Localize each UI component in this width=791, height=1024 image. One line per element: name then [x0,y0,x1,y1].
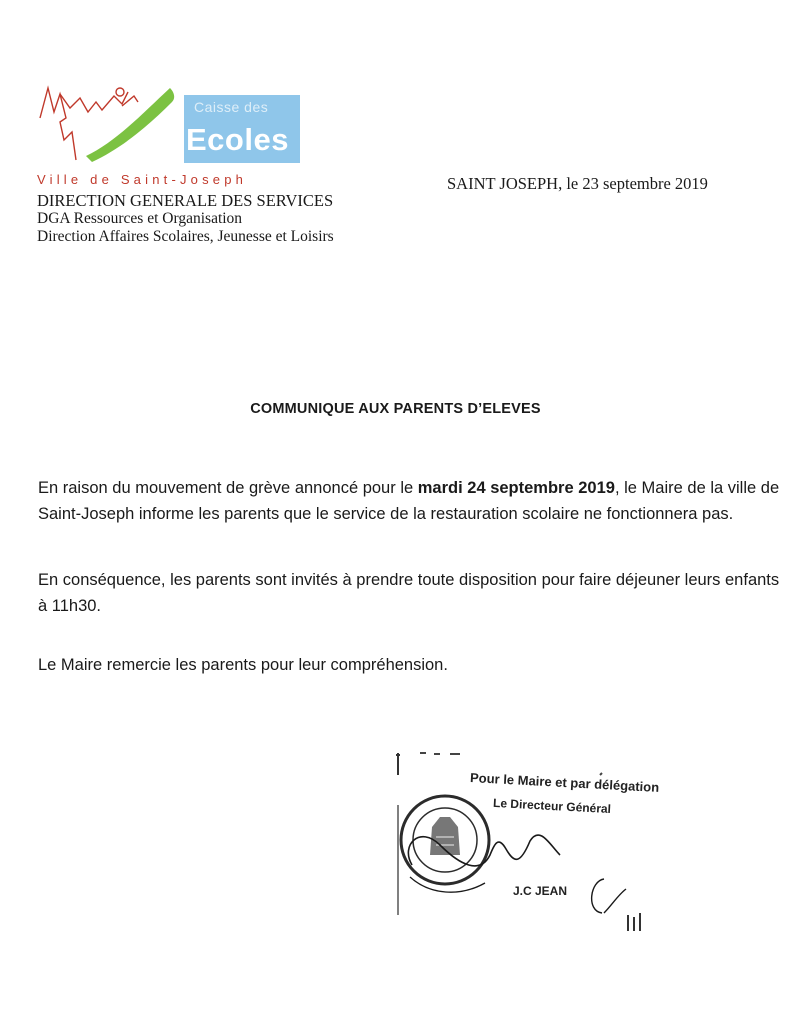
issuer-line: Direction Affaires Scolaires, Jeunesse et Loisirs [37,228,334,245]
logo-town-name: Ville de Saint-Joseph [37,172,248,187]
issuer-line: DIRECTION GENERALE DES SERVICES [37,191,334,210]
logo [36,82,306,180]
paragraph-text: En raison du mouvement de grève annoncé pour le [38,479,418,497]
logo-brand-small: Caisse des [194,99,269,115]
issuer-line: DGA Ressources et Organisation [37,210,243,227]
saint-joseph-logo-icon [36,82,186,172]
signature-title: Le Directeur Général [492,795,612,817]
paragraph: Le Maire remercie les parents pour leur compréhension. [38,656,448,674]
document-title: COMMUNIQUE AUX PARENTS D’ELEVES [250,401,541,417]
signature-block [390,745,670,945]
logo-brand-big: Ecoles [186,122,289,157]
signatory-name: J.C JEAN [513,884,568,898]
paragraph: En conséquence, les parents sont invités à prendre toute disposition pour faire déjeuner leurs enfants à 11h30. [38,571,780,615]
signature-line: Pour le Maire et par délégation [469,770,660,795]
issuer-block [37,192,334,246]
paragraph [38,475,788,527]
strike-date: mardi 24 septembre 2019 [417,479,615,497]
caisse-des-ecoles-logo [184,95,300,163]
paragraph-text: , le Maire de la ville de Saint-Joseph informe les parents que le service de la restauration scolaire ne fonctionnera pas. [38,479,780,523]
dateline: SAINT JOSEPH, le 23 septembre 2019 [447,174,708,193]
